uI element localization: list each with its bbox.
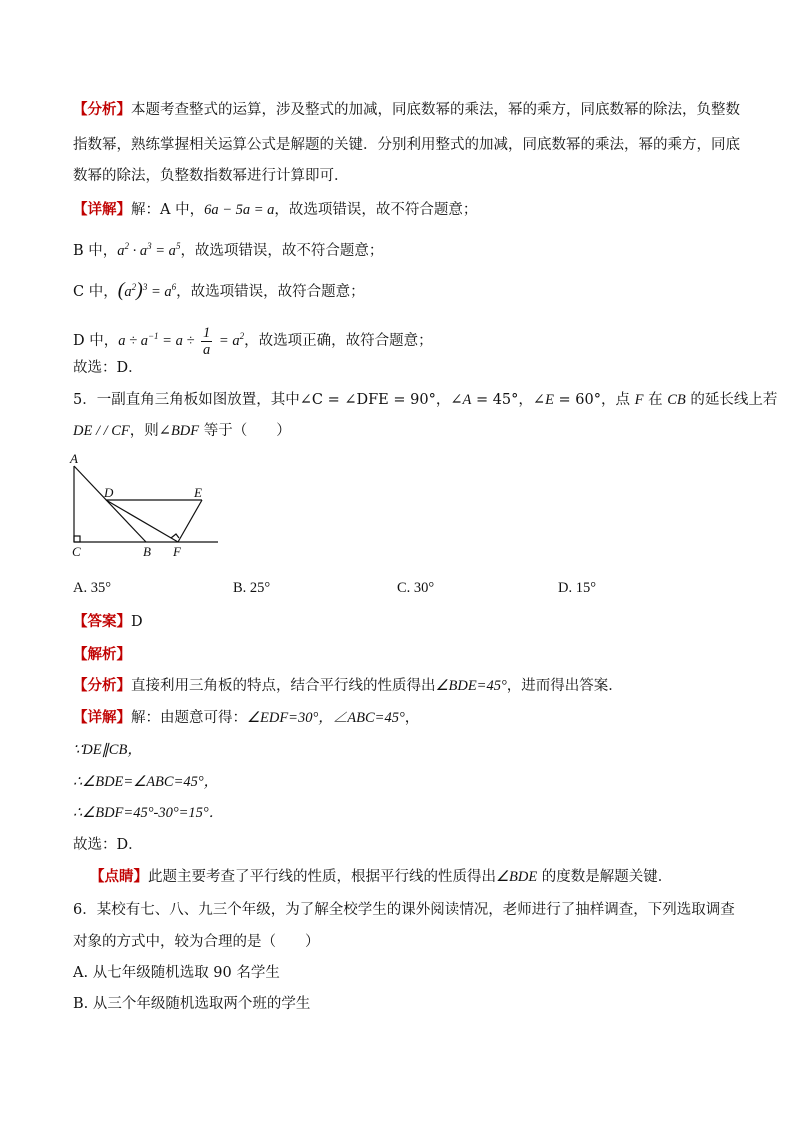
answer-tag: 【答案】 <box>73 613 131 630</box>
detail-line-a <box>73 200 477 220</box>
detail-line-b <box>73 236 383 261</box>
fenxi-formula: ∠BDE=45° <box>435 678 507 694</box>
figure-line-ef <box>178 500 202 542</box>
q5-option-a: A. 35° <box>73 580 112 596</box>
q5-stem-part: = 45°，∠ <box>471 392 546 408</box>
q5-option-d: D. 15° <box>558 580 597 596</box>
fenxi-text: 直接利用三角板的特点，结合平行线的性质得出 <box>131 678 436 694</box>
analysis-paragraph-line1 <box>73 100 740 120</box>
analysis-tag: 【分析】 <box>73 101 131 118</box>
q5-stem-part: 5．一副直角三角板如图放置，其中∠C = ∠DFE = 90°，∠ <box>73 392 463 408</box>
q5-stem-line2 <box>73 421 291 441</box>
figure-label-d: D <box>104 485 114 500</box>
q5-step2: ∴∠BDE=∠ABC=45°， <box>73 774 219 790</box>
detail-line-c <box>73 277 365 302</box>
figure-label-b: B <box>143 544 151 559</box>
detail-b-prefix: B 中， <box>73 243 118 259</box>
q6-stem-line1: 6．某校有七、八、九三个年级，为了解全校学生的课外阅读情况，老师进行了抽样调查，下列选取调查 <box>73 902 735 918</box>
q5-analysis-heading <box>73 645 131 665</box>
detail-a-suffix: ，故选项错误，故不符合题意； <box>274 202 478 218</box>
answer-value: D <box>131 614 143 630</box>
q5-stem-var: F <box>634 392 644 408</box>
xiangjie-text-end: ， <box>404 710 420 726</box>
xiangjie-formula: ∠EDF=30°，∠ABC=45° <box>247 710 405 726</box>
q5-stem-part: 的延长线上若 <box>685 392 778 408</box>
q6-option-b: B. 从三个年级随机选取两个班的学生 <box>73 996 311 1012</box>
q5-xiangjie <box>73 708 419 728</box>
q5-stem-var: DE / / CF <box>73 423 130 439</box>
detail-b-suffix: ，故选项错误，故不符合题意； <box>180 243 384 259</box>
xiangjie-tag: 【详解】 <box>73 709 131 726</box>
q5-option-c: C. 30° <box>397 580 435 596</box>
q5-comment <box>90 867 672 887</box>
q5-stem-part: 等于（ ） <box>199 423 291 439</box>
q5-step1: ∵DE∥CB， <box>73 742 142 758</box>
figure-right-angle-f <box>171 534 179 538</box>
detail-c-formula: $(a^2)^3 = a^6$ <box>117 279 177 301</box>
detail-c-prefix: C 中， <box>73 284 118 300</box>
detail-a-prefix: 解：A 中， <box>131 202 205 218</box>
detail-b-formula: $a^2 \cdot a^3 = a^5$ <box>117 241 181 259</box>
q5-stem-var: A <box>462 392 472 408</box>
figure-label-f: F <box>173 544 181 559</box>
q6-stem-line2: 对象的方式中，较为合理的是（ ） <box>73 934 320 950</box>
detail-d-prefix: D 中， <box>73 333 119 349</box>
q5-stem-var: E <box>545 392 554 408</box>
detail-tag: 【详解】 <box>73 201 131 218</box>
detail-choice: 故选：D． <box>73 360 143 376</box>
q5-step3: ∴∠BDF=45°-30°=15°． <box>73 805 224 821</box>
triangle-figure <box>66 452 226 562</box>
detail-d-suffix: ，故选项正确，故符合题意； <box>244 333 433 349</box>
detail-line-d <box>73 318 433 359</box>
q5-fenxi <box>73 676 623 696</box>
comment-tag: 【点睛】 <box>90 868 148 885</box>
q5-answer <box>73 612 143 632</box>
figure-label-c: C <box>72 544 81 559</box>
q5-stem-part: = 60°，点 <box>553 392 635 408</box>
figure-line-df <box>106 500 178 542</box>
figure-label-e: E <box>194 485 202 500</box>
comment-text-end: 的度数是解题关键． <box>537 869 673 885</box>
q5-stem-var: BDF <box>170 423 200 439</box>
figure-right-angle-c <box>74 536 80 542</box>
analysis-text-1: 本题考查整式的运算，涉及整式的加减，同底数幂的乘法，幂的乘方，同底数幂的除法，负整数 <box>131 102 740 118</box>
detail-c-suffix: ，故选项错误，故符合题意； <box>176 284 365 300</box>
analysis-paragraph-line2: 指数幂，熟练掌握相关运算公式是解题的关键．分别利用整式的加减，同底数幂的乘法，幂的乘方，同底 <box>73 137 740 153</box>
q5-choice: 故选：D． <box>73 837 143 853</box>
figure-label-a: A <box>70 452 78 466</box>
q5-stem-line1 <box>73 390 777 410</box>
q5-stem-part: ，则∠ <box>129 423 171 439</box>
comment-text: 此题主要考查了平行线的性质，根据平行线的性质得出 <box>148 869 496 885</box>
q5-stem-part: 在 <box>643 392 668 408</box>
fenxi-tag: 【分析】 <box>73 677 131 694</box>
detail-a-expr: 6a − 5a = a <box>204 202 275 218</box>
fenxi-text-end: ，进而得出答案． <box>506 678 623 694</box>
figure-line-ab <box>74 466 146 542</box>
q5-stem-var: CB <box>667 392 686 408</box>
xiangjie-text: 解：由题意可得： <box>131 710 247 726</box>
detail-d-formula: $a \div a^{-1} = a$ ÷ $\frac{1}{a}$ = $a^2$ <box>118 325 245 359</box>
q6-option-a: A. 从七年级随机选取 90 名学生 <box>73 965 280 981</box>
comment-formula: ∠BDE <box>496 869 538 885</box>
q5-option-b: B. 25° <box>233 580 271 596</box>
analysis-heading-tag: 【解析】 <box>73 646 131 663</box>
analysis-paragraph-line3: 数幂的除法，负整数指数幂进行计算即可． <box>73 168 349 184</box>
